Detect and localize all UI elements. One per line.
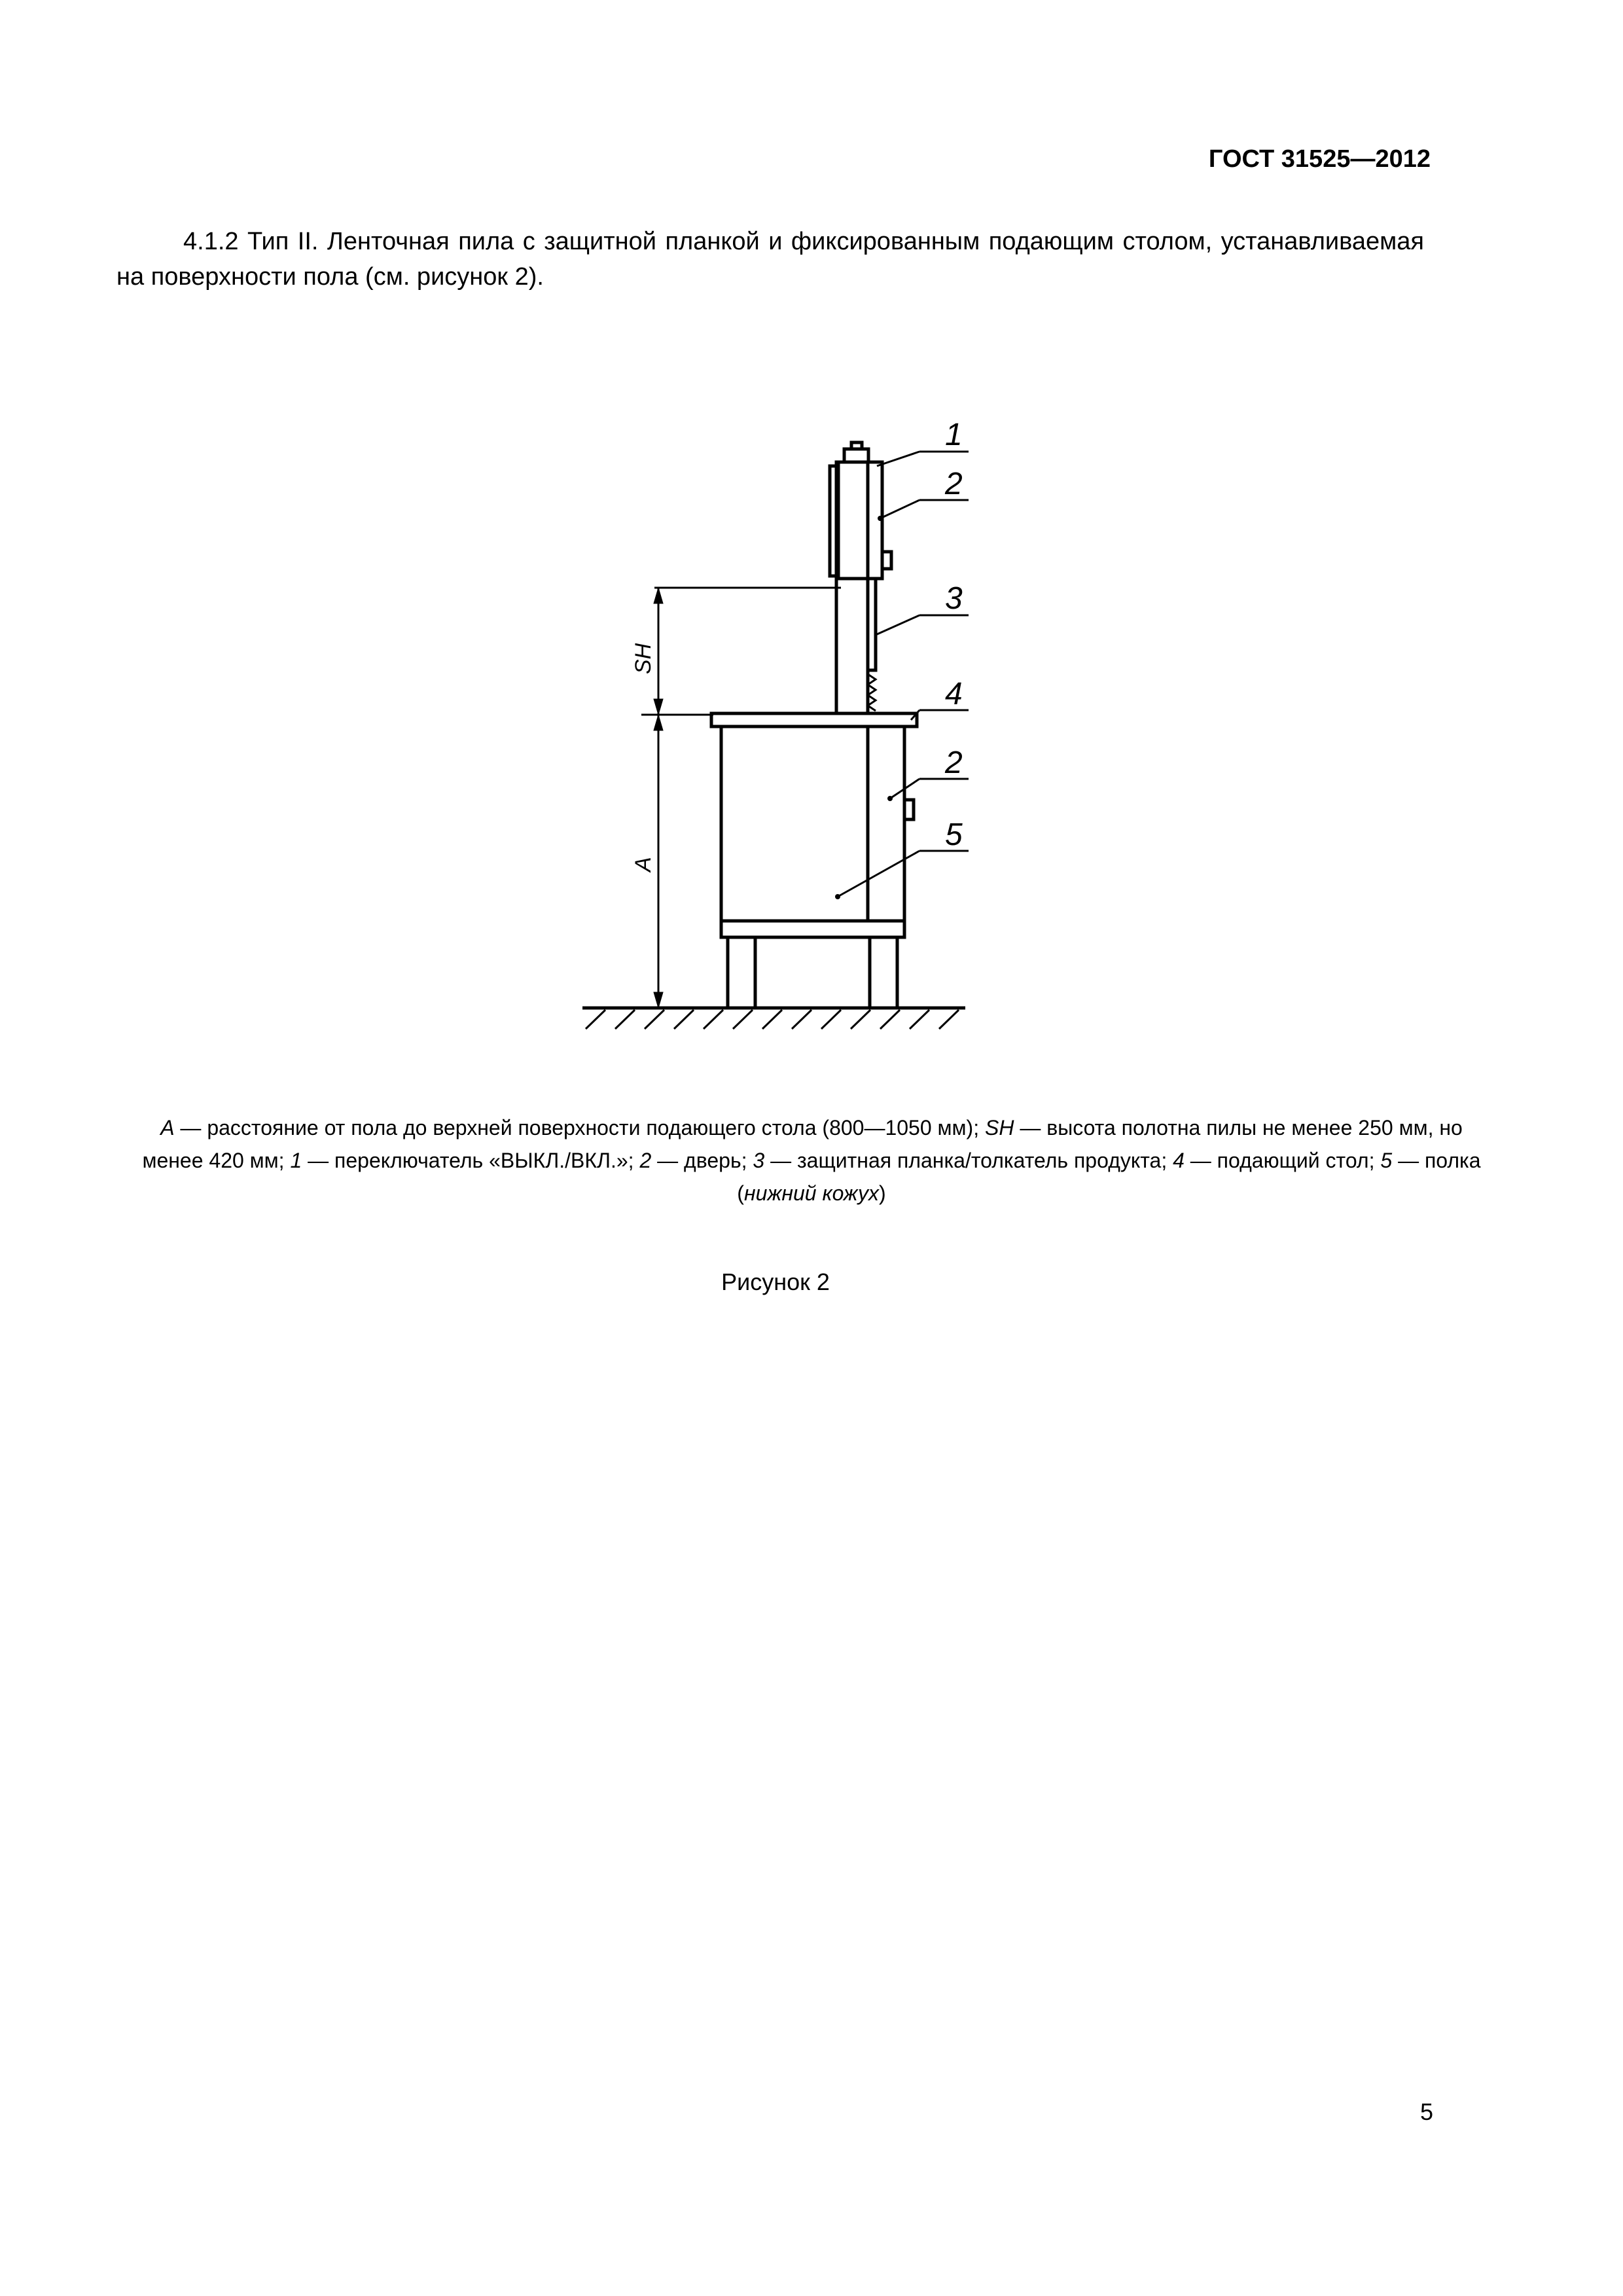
callout-1: 1 (945, 418, 963, 452)
document-header: ГОСТ 31525—2012 (1208, 145, 1431, 173)
callout-2-top: 2 (945, 467, 963, 501)
door-handle-lower (904, 800, 914, 819)
sh-arrow-top (654, 588, 663, 603)
upper-housing-side (830, 466, 838, 576)
door-handle-upper (882, 552, 891, 569)
a-arrow-bottom (654, 992, 663, 1008)
section-paragraph: 4.1.2 Тип II. Ленточная пила с защитной планкой и фиксированным подающим столом, устанавливаемая на поверхности пола (см. рисунок 2). (116, 228, 1424, 291)
caption-part: 5 (1380, 1149, 1393, 1172)
caption-part: A (160, 1116, 175, 1139)
switch-knob (844, 449, 868, 462)
callout-3: 3 (945, 581, 963, 616)
floor-hatching (586, 1010, 959, 1029)
leg-right (870, 937, 897, 1008)
caption-part: — высота полотна пилы не менее 250 мм, но менее 420 мм; (142, 1116, 1463, 1172)
caption-part: ) (879, 1181, 886, 1205)
sh-arrow-bottom (654, 699, 663, 715)
caption-part: — подающий стол; (1184, 1149, 1381, 1172)
dimension-sh-label: SH (631, 643, 656, 674)
dimension-a-label: A (631, 857, 656, 872)
caption-part: — полка ( (737, 1149, 1481, 1205)
caption-part: 4 (1173, 1149, 1185, 1172)
caption-part: 3 (753, 1149, 765, 1172)
switch-top (851, 442, 862, 449)
page-number: 5 (1419, 2098, 1433, 2125)
caption-part: нижний кожух (743, 1181, 880, 1205)
leader-3 (876, 615, 919, 635)
callout-5: 5 (945, 817, 963, 852)
feeding-table (711, 713, 917, 726)
leader-1 (877, 452, 919, 466)
caption-part: 1 (290, 1149, 302, 1172)
caption-part: — расстояние от пола до верхней поверхности подающего стола (800—1050 мм); (174, 1116, 985, 1139)
leader-2-top (880, 500, 919, 518)
callout-4: 4 (945, 677, 963, 711)
caption-part: — переключатель «ВЫКЛ./ВКЛ.»; (302, 1149, 640, 1172)
caption-part: 2 (639, 1149, 652, 1172)
caption-part: SH (984, 1116, 1014, 1139)
caption-part: — дверь; (651, 1149, 753, 1172)
leg-left (728, 937, 755, 1008)
figure-caption (131, 1111, 1492, 1210)
figure-title: Рисунок 2 (721, 1268, 830, 1295)
saw-column (836, 462, 868, 713)
leader-5 (838, 851, 919, 897)
upper-housing (838, 462, 882, 579)
guard-plate (868, 579, 876, 670)
caption-part: — защитная планка/толкатель продукта; (764, 1149, 1173, 1172)
a-arrow-top (654, 715, 663, 730)
callout-2-bottom: 2 (945, 745, 963, 780)
cabinet (721, 726, 904, 937)
